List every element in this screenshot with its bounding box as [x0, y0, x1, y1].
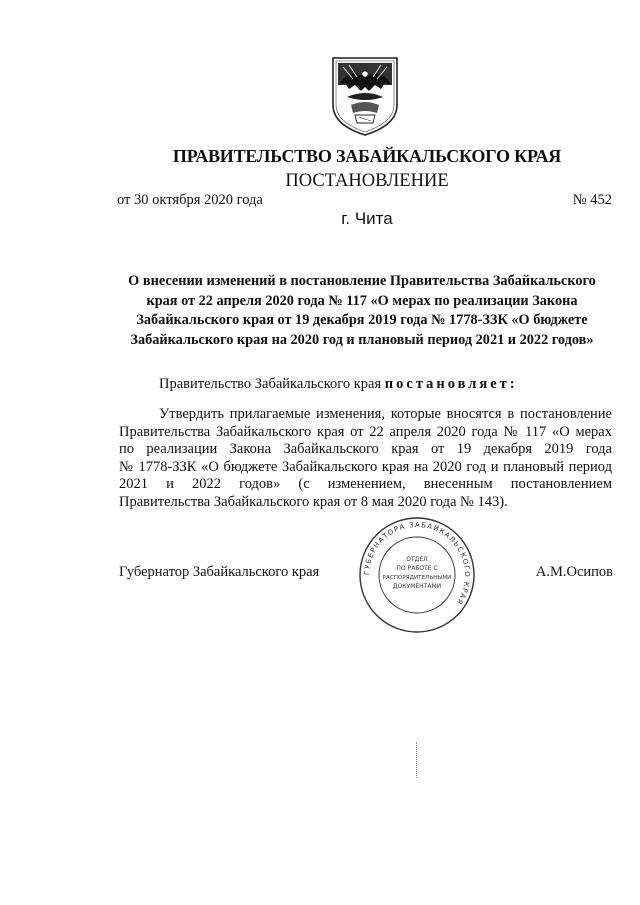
signer-title: Губернатор Забайкальского края [119, 564, 320, 580]
document-city: г. Чита [341, 209, 393, 228]
stamp-inner-line: ОТДЕЛ [406, 556, 428, 563]
svg-text:ГУБЕРНАТОРА ЗАБАЙКАЛЬСКОГО КРА [363, 521, 471, 607]
body-paragraph [119, 406, 612, 512]
stamp-outer-text: ГУБЕРНАТОРА ЗАБАЙКАЛЬСКОГО КРАЯ [362, 520, 472, 607]
subject-line: О внесении изменений в постановление Правительства Забайкальского [128, 273, 596, 289]
subject-line: Забайкальского края от 19 декабря 2019 года № 1778-ЗЗК «О бюджете [136, 312, 588, 328]
body-line: Правительства Забайкальского края от 22 апреля 2020 года № 117 «О мерах [119, 423, 612, 440]
document-type: ПОСТАНОВЛЕНИЕ [285, 171, 449, 191]
body-line: № 1778-ЗЗК «О бюджете Забайкальского края на 2020 год и плановый период [119, 458, 612, 475]
stamp-inner-line: ДОКУМЕНТАМИ [392, 583, 442, 590]
subject-line: Забайкальского края на 2020 год и плановый период 2021 и 2022 годов» [130, 331, 594, 348]
stamp-inner-line: ПО РАБОТЕ С [396, 565, 438, 572]
document-subject [112, 272, 612, 350]
official-stamp [357, 515, 477, 635]
document-number: № 452 [572, 192, 612, 208]
body-line: 2021 и 2022 годов» (с изменением, внесенным постановлением [119, 476, 612, 493]
decree-statement [159, 376, 518, 393]
scan-artifact [416, 742, 419, 778]
body-line: Утвердить прилагаемые изменения, которые вносятся в постановление [159, 406, 612, 422]
government-title: ПРАВИТЕЛЬСТВО ЗАБАЙКАЛЬСКОГО КРАЯ [172, 146, 562, 166]
body-line: Правительства Забайкальского края от 8 мая 2020 года № 143). [119, 493, 508, 510]
subject-line: края от 22 апреля 2020 года № 117 «О мерах по реализации Закона [146, 292, 578, 309]
decree-verb: постановляет: [384, 376, 518, 392]
document-date: от 30 октября 2020 года [117, 192, 263, 208]
body-line: по реализации Закона Забайкальского края от 19 декабря 2019 года [119, 441, 612, 458]
signer-name: А.М.Осипов [535, 564, 613, 580]
decree-prefix: Правительство Забайкальского края [159, 376, 385, 392]
coat-of-arms-emblem [329, 55, 401, 137]
stamp-inner-line: РАСПОРЯДИТЕЛЬНЫМИ [382, 575, 452, 581]
